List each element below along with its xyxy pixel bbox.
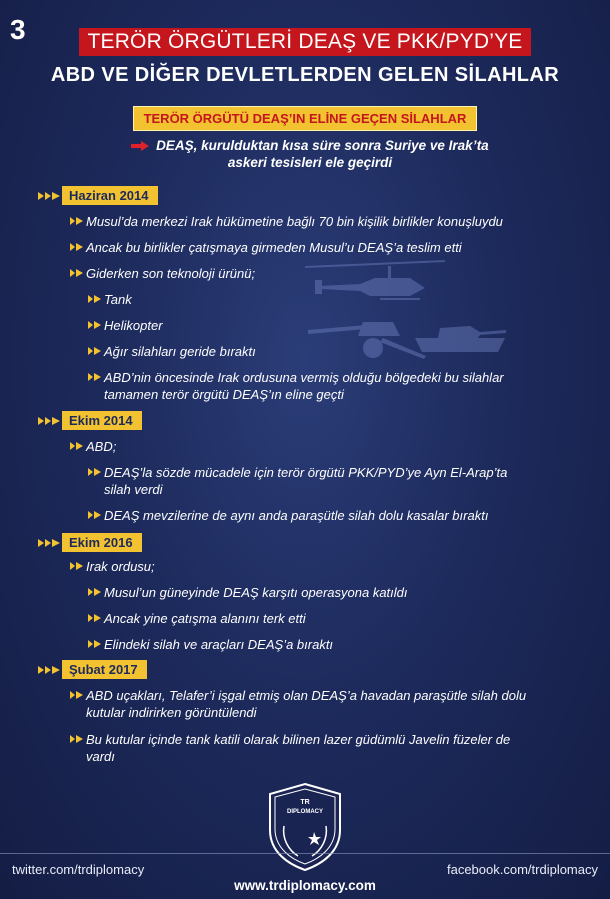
title-red: TERÖR ÖRGÜTLERİ DEAŞ VE PKK/PYD’YE: [79, 28, 530, 56]
helicopter-silhouette: [300, 258, 450, 308]
red-arrow-icon: [131, 138, 153, 153]
date-badge: Ekim 2014: [62, 411, 142, 430]
list-item: ABD’nin öncesinde Irak ordusuna vermiş olduğu bölgedeki bu silahlar tamamen terör örgütü DEAŞ’ın eline geçti: [104, 369, 504, 403]
title-red-wrap: [0, 28, 610, 56]
arrow-icon: [38, 664, 60, 676]
footer-divider: [0, 853, 610, 854]
arrow-icon: [70, 441, 84, 451]
section-date-ekim-2016: [38, 533, 142, 552]
arrow-icon: [38, 537, 60, 549]
page-number: 3: [10, 14, 26, 45]
subtitle-badge: TERÖR ÖRGÜTÜ DEAŞ’IN ELİNE GEÇEN SİLAHLAR: [133, 106, 478, 131]
list-item: Irak ordusu;: [86, 558, 155, 575]
title-main: ABD VE DİĞER DEVLETLERDEN GELEN SİLAHLAR: [50, 64, 560, 86]
footer-twitter[interactable]: twitter.com/trdiplomacy: [12, 862, 145, 877]
arrow-icon: [88, 320, 102, 330]
arrow-icon: [88, 510, 102, 520]
list-item: Giderken son teknoloji ürünü;: [86, 265, 255, 282]
list-item: ABD uçakları, Telafer’i işgal etmiş olan DEAŞ’a havadan paraşütle silah dolu kutular indirirken görüntülendi: [86, 687, 526, 721]
intro-line-2: askeri tesisleri ele geçirdi: [227, 155, 393, 170]
date-badge: Şubat 2017: [62, 660, 147, 679]
arrow-icon: [38, 415, 60, 427]
arrow-icon: [88, 613, 102, 623]
intro-line-1: DEAŞ, kurulduktan kısa süre sonra Suriye ve Irak’ta: [156, 138, 489, 153]
arrow-icon: [70, 690, 84, 700]
arrow-icon: [88, 639, 102, 649]
logo-top-text: TR: [300, 799, 310, 806]
list-item: Ancak yine çatışma alanını terk etti: [104, 610, 306, 627]
arrow-icon: [88, 372, 102, 382]
list-item: Bu kutular içinde tank katili olarak bilinen lazer güdümlü Javelin füzeler de vardı: [86, 731, 510, 765]
arrow-icon: [70, 216, 84, 226]
arrow-icon: [70, 734, 84, 744]
footer-facebook[interactable]: facebook.com/trdiplomacy: [446, 862, 598, 877]
intro-text: [120, 137, 500, 171]
logo-ring-text: DIPLOMACY: [287, 809, 323, 815]
list-item: Musul’da merkezi Irak hükümetine bağlı 70 bin kişilik birlikler konuşluydu: [86, 213, 503, 230]
date-badge: Ekim 2016: [62, 533, 142, 552]
arrow-icon: [88, 294, 102, 304]
arrow-icon: [70, 561, 84, 571]
list-item: DEAŞ mevzilerine de aynı anda paraşütle silah dolu kasalar bıraktı: [104, 507, 488, 524]
list-item: Helikopter: [104, 317, 163, 334]
section-date-subat-2017: [38, 660, 147, 679]
arrow-icon: [70, 268, 84, 278]
list-item: Musul’un güneyinde DEAŞ karşıtı operasyona katıldı: [104, 584, 408, 601]
section-date-ekim-2014: [38, 411, 142, 430]
list-item: Ancak bu birlikler çatışmaya girmeden Musul’u DEAŞ’a teslim etti: [86, 239, 462, 256]
list-item: Elindeki silah ve araçları DEAŞ’a bıraktı: [104, 636, 333, 653]
subtitle-wrap: [0, 106, 610, 131]
arrow-icon: [88, 346, 102, 356]
list-item: ABD;: [86, 438, 116, 455]
tank-silhouette: [410, 318, 510, 358]
arrow-icon: [70, 242, 84, 252]
list-item: Ağır silahları geride bıraktı: [104, 343, 256, 360]
emblem-logo: [266, 782, 344, 872]
arrow-icon: [88, 467, 102, 477]
arrow-icon: [38, 190, 60, 202]
arrow-icon: [88, 587, 102, 597]
list-item: Tank: [104, 291, 132, 308]
section-date-haziran-2014: [38, 186, 158, 205]
date-badge: Haziran 2014: [62, 186, 158, 205]
footer-website[interactable]: www.trdiplomacy.com: [234, 878, 376, 893]
list-item: DEAŞ’la sözde mücadele için terör örgütü PKK/PYD’ye Ayn El-Arap’ta silah verdi: [104, 464, 507, 498]
